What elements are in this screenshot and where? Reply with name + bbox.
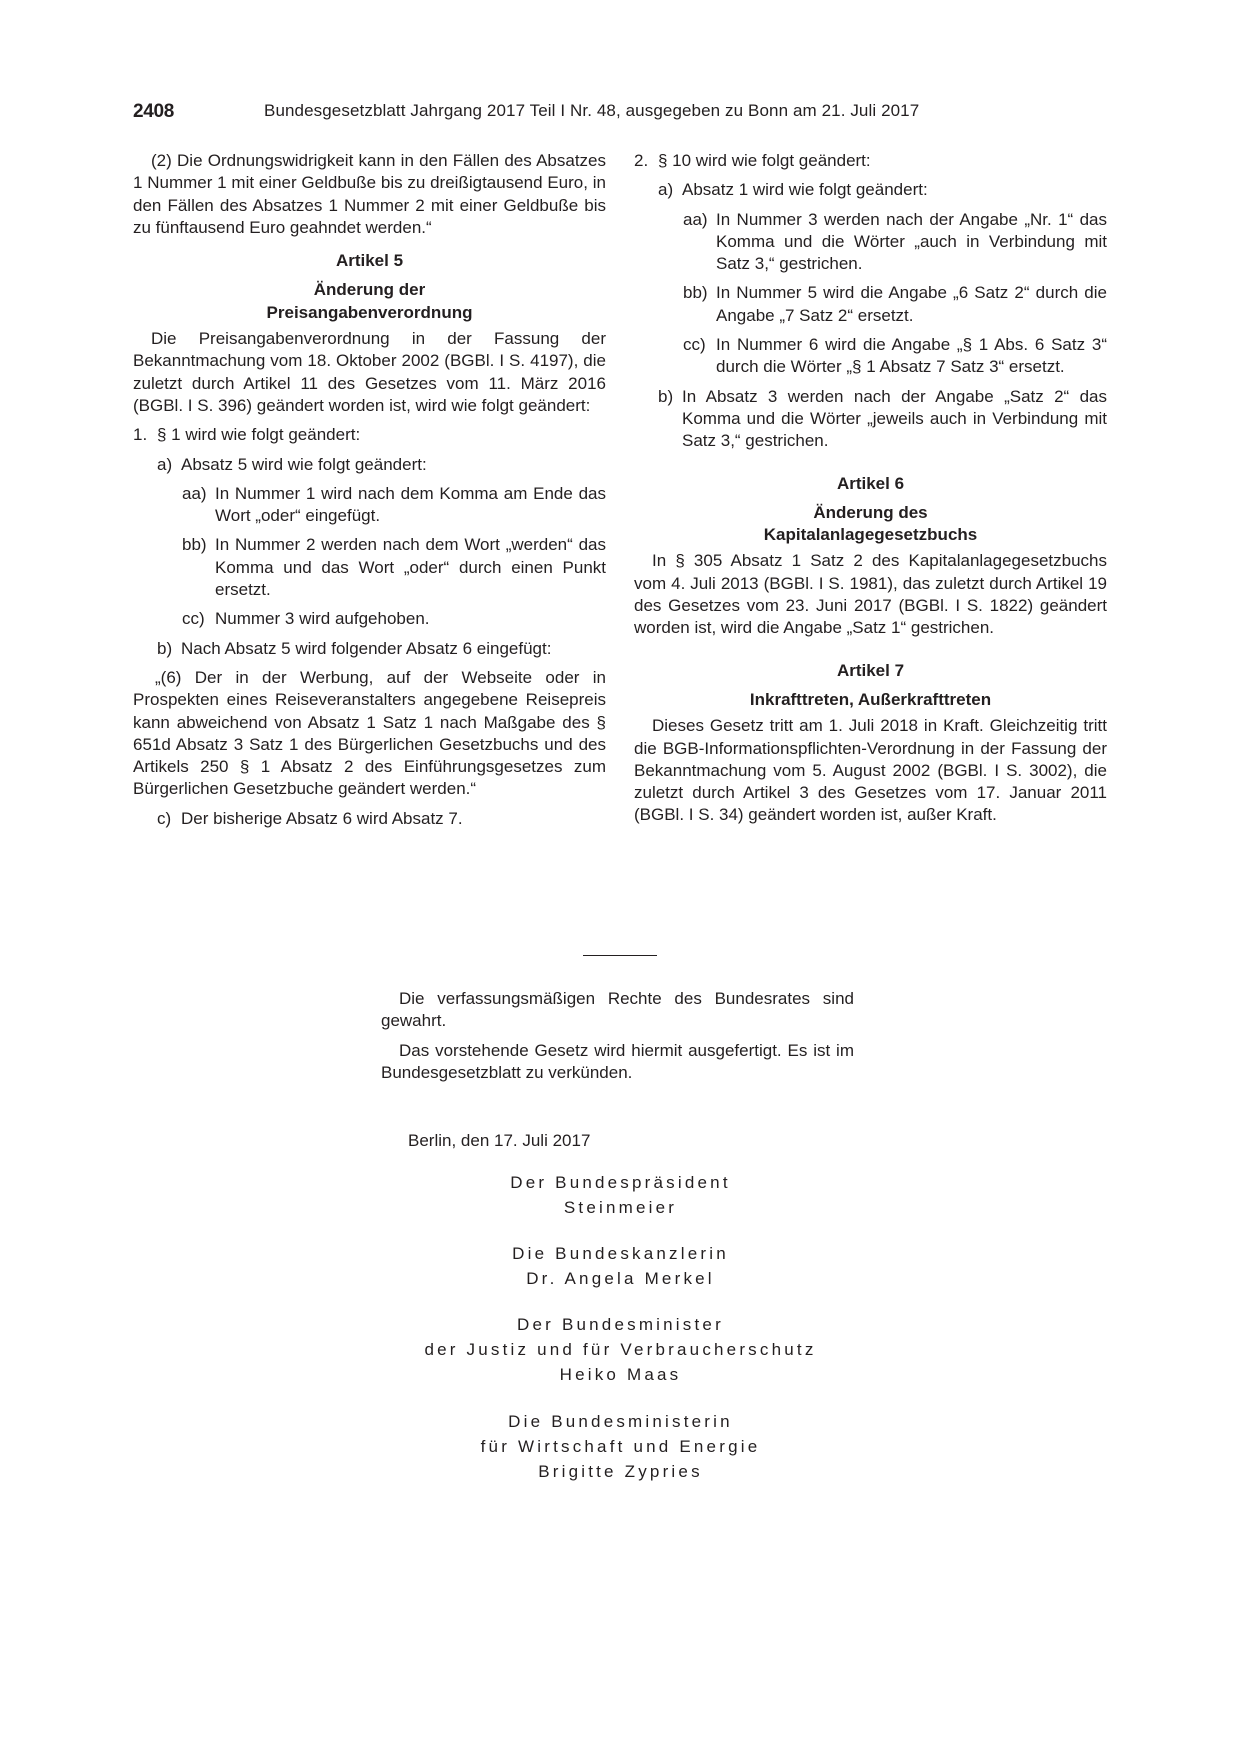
list-text: Absatz 5 wird wie folgt geändert: [181,454,427,474]
list-text: In Absatz 3 werden nach der Angabe „Satz 2“ das Komma und die Wörter „jeweils auch in Verbindung mit Satz 3,“ gestrichen. [682,386,1107,451]
place-and-date: Berlin, den 17. Juli 2017 [408,1131,591,1150]
article-7-text: Dieses Gesetz tritt am 1. Juli 2018 in Kraft. Gleichzeitig tritt die BGB-Informationspflichten-Verordnung in der Fassung der Bekanntmachung vom 5. August 2002 (BGBl. I S. 3002), die zuletzt durch Artikel 3 des Gesetzes vom 17. Januar 2011 (BGBl. I S. 34) geändert worden ist, außer Kraft. [634,716,1107,825]
list-text: Nach Absatz 5 wird folgender Absatz 6 eingefügt: [181,638,552,658]
list-item-aa [182,483,606,528]
list-label: c) [157,808,172,828]
article-6-text: In § 305 Absatz 1 Satz 2 des Kapitalanlagegesetzbuchs vom 4. Juli 2013 (BGBl. I S. 1981), das zuletzt durch Artikel 19 des Gesetzes vom 23. Juni 2017 (BGBl. I S. 1822) geändert worden ist, wird die Angabe „Satz 1“ gestrichen. [634,551,1107,638]
list-text: In Nummer 1 wird nach dem Komma am Ende das Wort „oder“ eingefügt. [215,483,606,526]
list-label: 2. [634,151,649,170]
list-item-bb [683,282,1107,327]
list-item-aa [683,209,1107,276]
list-label: bb) [182,535,207,555]
article-5-title-line1: Änderung der [313,280,426,300]
signature-block-justice-minister [0,1312,1241,1387]
signature-title: der Justiz und für Verbraucherschutz [424,1340,817,1359]
list-item-c [157,808,606,830]
article-5-number: Artikel 5 [335,251,404,271]
list-label: bb) [683,283,708,303]
list-item-cc [182,608,606,630]
signature-title: Die Bundeskanzlerin [512,1244,729,1263]
article-6-number: Artikel 6 [836,473,905,493]
list-item-bb [182,534,606,601]
signature-title: Die Bundesministerin [508,1412,733,1431]
list-label: cc) [182,609,205,629]
list-item-2 [634,150,1107,172]
list-text: Der bisherige Absatz 6 wird Absatz 7. [181,808,463,828]
page-number: 2408 [133,101,175,122]
paragraph-2: (2) Die Ordnungswidrigkeit kann in den Fällen des Absatzes 1 Nummer 1 mit einer Geldbuße bis zu dreißigtausend Euro, in den Fällen des Absatzes 1 Nummer 2 mit einer Geldbuße bis zu fünftausend Euro geahndet werden.“ [133,151,606,237]
list-label: b) [157,638,173,658]
list-text: In Nummer 5 wird die Angabe „6 Satz 2“ durch die Angabe „7 Satz 2“ ersetzt. [716,283,1107,325]
article-6-title-line1: Änderung des [813,502,928,522]
signature-block-economy-minister [0,1409,1241,1484]
signature-title: Der Bundesminister [517,1315,724,1334]
list-text: § 10 wird wie folgt geändert: [658,151,871,170]
list-label: a) [157,454,173,474]
article-5-intro: Die Preisangabenverordnung in der Fassung der Bekanntmachung vom 18. Oktober 2002 (BGBl. I S. 4197), die zuletzt durch Artikel 11 des Gesetzes vom 11. März 2016 (BGBl. I S. 396) geändert worden ist, wird wie folgt geändert: [133,329,606,415]
right-column [634,150,1107,827]
list-item-cc [683,334,1107,379]
list-label: a) [658,180,674,200]
list-text: In Nummer 3 werden nach der Angabe „Nr. 1“ das Komma und die Wörter „auch in Verbindung mit Satz 3,“ gestrichen. [716,209,1107,274]
article-7-title: Inkrafttreten, Außerkrafttreten [749,689,992,709]
article-6-title-line2: Kapitalanlagegesetzbuchs [763,525,978,545]
signature-name: Heiko Maas [559,1365,682,1384]
list-item-a [157,454,606,476]
list-label: 1. [133,425,148,445]
signature-name: Brigitte Zypries [538,1462,703,1481]
enactment-clause [381,988,854,1084]
signature-title: für Wirtschaft und Energie [480,1437,761,1456]
list-label: b) [658,386,674,406]
list-label: cc) [683,335,706,355]
signature-block-president [0,1170,1241,1220]
list-text: In Nummer 6 wird die Angabe „§ 1 Abs. 6 Satz 3“ durch die Wörter „§ 1 Absatz 7 Satz 3“ ersetzt. [716,335,1107,377]
list-label: aa) [182,483,207,503]
enactment-paragraph-2: Das vorstehende Gesetz wird hiermit ausgefertigt. Es ist im Bundesgesetzblatt zu verkünden. [381,1040,854,1082]
signature-block-chancellor [0,1241,1241,1291]
article-7-number: Artikel 7 [836,660,905,680]
list-item-1 [133,424,606,446]
article-5-title-line2: Preisangabenverordnung [266,302,473,322]
signature-name: Steinmeier [563,1198,678,1217]
list-text: Absatz 1 wird wie folgt geändert: [682,180,928,200]
divider-rule [583,955,657,956]
page-header: Bundesgesetzblatt Jahrgang 2017 Teil I Nr. 48, ausgegeben zu Bonn am 21. Juli 2017 [264,101,920,120]
left-column [133,150,606,830]
list-text: Nummer 3 wird aufgehoben. [215,609,430,629]
list-text: § 1 wird wie folgt geändert: [157,425,361,445]
list-item-b [658,386,1107,453]
list-text: In Nummer 2 werden nach dem Wort „werden“ das Komma und das Wort „oder“ durch einen Punkt ersetzt. [215,535,606,600]
signature-title: Der Bundespräsident [510,1173,731,1192]
inserted-paragraph-6: „(6) Der in der Werbung, auf der Webseite oder in Prospekten eines Reiseveranstalters angegebene Reisepreis kann abweichend von Absatz 1 Satz 1 nach Maßgabe des § 651d Absatz 3 Satz 1 des Bürgerlichen Gesetzbuchs und des Artikels 250 § 1 Absatz 2 des Einführungsgesetzes zum Bürgerlichen Gesetzbuche geändert werden.“ [133,667,606,799]
signature-name: Dr. Angela Merkel [526,1269,715,1288]
list-label: aa) [683,209,708,229]
list-item-b [157,638,606,660]
enactment-paragraph-1: Die verfassungsmäßigen Rechte des Bundesrates sind gewahrt. [381,989,854,1031]
list-item-a [658,179,1107,201]
